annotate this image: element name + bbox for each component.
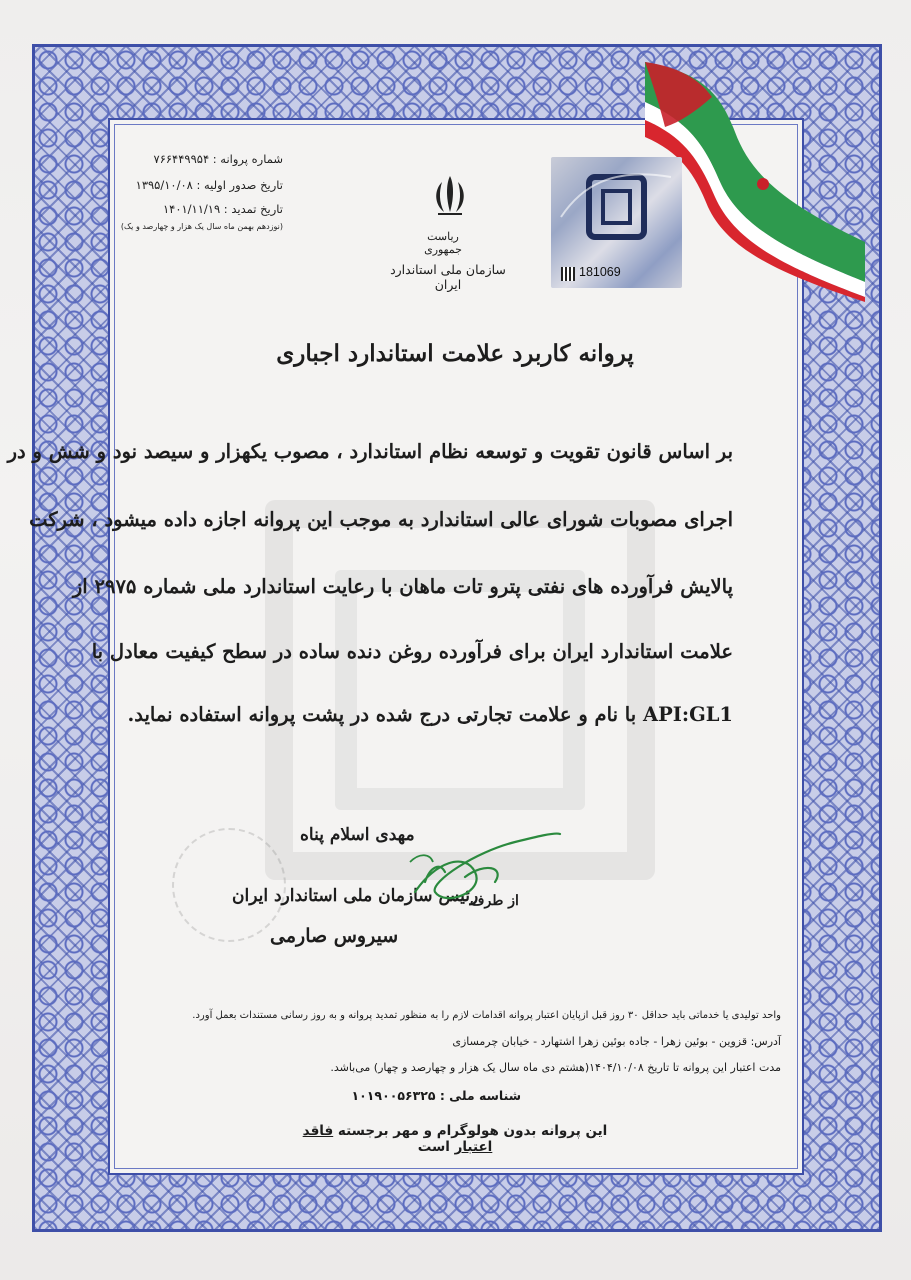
signer-position: رئیس سازمان ملی استاندارد ایران bbox=[232, 886, 479, 906]
license-number: شماره پروانه : ۷۶۶۴۴۹۹۵۴ bbox=[153, 152, 283, 166]
second-signer-name: سیروس صارمی bbox=[270, 925, 399, 947]
iran-emblem-icon bbox=[430, 172, 470, 218]
embossed-seal bbox=[172, 828, 286, 942]
standard-logo-icon bbox=[551, 157, 682, 262]
renewal-date: تاریخ تمدید : ۱۴۰۱/۱۱/۱۹ bbox=[162, 202, 283, 216]
qr-code-icon bbox=[561, 267, 575, 281]
hologram-seal bbox=[551, 157, 682, 288]
warning-text-end: است bbox=[417, 1139, 450, 1155]
presidency-label: ریاست جمهوری bbox=[424, 230, 462, 256]
body-line-3: پالایش فرآورده های نفتی پترو تات ماهان با رعایت استاندارد ملی شماره ۲۹۷۵ از bbox=[72, 575, 733, 598]
body-line-1: بر اساس قانون تقویت و توسعه نظام استاندارد ، مصوب یکهزار و سیصد نود و شش و در bbox=[7, 440, 733, 463]
signer-name: مهدی اسلام پناه bbox=[300, 825, 415, 845]
renewal-requirement-note: واحد تولیدی یا خدماتی باید حداقل ۳۰ روز قبل ازپایان اعتبار پروانه اقدامات لازم را به منظور تمدید پروانه و به روز رسانی مستندات بعمل آورد. bbox=[192, 1010, 781, 1021]
validity-warning bbox=[300, 1123, 610, 1155]
warning-text-start: این پروانه بدون هولوگرام و مهر برجسته bbox=[337, 1123, 608, 1139]
hologram-code: 181069 bbox=[579, 265, 621, 279]
certificate-title: پروانه کاربرد علامت استاندارد اجباری bbox=[276, 340, 634, 367]
body-line-4: علامت استاندارد ایران برای فرآورده روغن دنده ساده در سطح کیفیت معادل با bbox=[91, 640, 733, 663]
warning-text-underlined: فاقد اعتبار bbox=[302, 1123, 493, 1155]
body-line-2: اجرای مصوبات شورای عالی استاندارد به موجب این پروانه اجازه داده میشود ، شرکت bbox=[29, 508, 733, 531]
watermark-logo-inner bbox=[335, 570, 585, 810]
handwritten-signature bbox=[405, 822, 565, 914]
first-issue-date: تاریخ صدور اولیه : ۱۳۹۵/۱۰/۰۸ bbox=[135, 178, 283, 192]
body-line-5: API:GL1 با نام و علامت تجارتی درج شده در پشت پروانه استفاده نماید. bbox=[127, 703, 733, 726]
validity-line: مدت اعتبار این پروانه تا تاریخ ۱۴۰۴/۱۰/۰۸(هشتم دی ماه سال یک هزار و چهارصد و چهار) می‌باشد. bbox=[330, 1061, 781, 1074]
organization-name: سازمان ملی استاندارد ایران bbox=[390, 262, 506, 292]
renewal-date-words: (نوزدهم بهمن ماه سال یک هزار و چهارصد و یک) bbox=[120, 222, 283, 231]
on-behalf-label: از طرف bbox=[470, 893, 519, 909]
national-id: شناسه ملی : ۱۰۱۹۰۰۵۶۳۲۵ bbox=[351, 1088, 521, 1103]
address-line: آدرس: قزوین - بوئین زهرا - جاده بوئین زهرا اشتهارد - خیابان چرمسازی bbox=[452, 1035, 781, 1048]
